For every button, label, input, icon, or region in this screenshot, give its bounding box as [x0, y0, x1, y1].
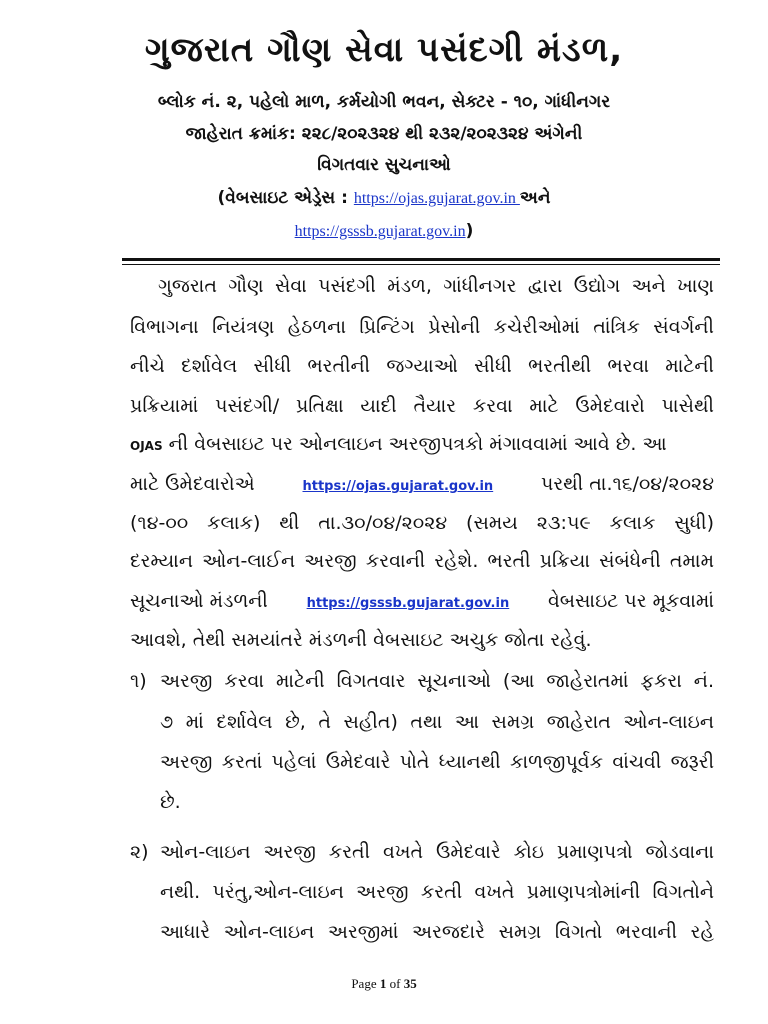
ojas-inline-link[interactable]: https://ojas.gujarat.gov.in	[302, 479, 494, 494]
website-prefix: (વેબસાઇટ એડ્રેસ :	[217, 188, 354, 208]
header-rule-thick	[122, 258, 720, 261]
header-rule-thin	[122, 264, 720, 265]
intro-line	[130, 589, 714, 616]
page-footer	[0, 976, 768, 992]
intro-line: આવશે, તેથી સમયાંતરે મંડળની વેબસાઇટ અચુક જોતા રહેવું.	[130, 629, 592, 651]
website-address-line-2	[0, 221, 768, 241]
item-line: અરજી કરતાં પહેલાં ઉમેદવારે પોતે ધ્યાનથી કાળજીપૂર્વક વાંચવી જરૂરી	[160, 751, 714, 773]
gsssb-website-link[interactable]: https://gsssb.gujarat.gov.in	[294, 223, 466, 240]
intro-line: વિભાગના નિયંત્રણ હેઠળના પ્રિન્ટિંગ પ્રેસોની કચેરીઓમાં તાંત્રિક સંવર્ગની	[130, 316, 714, 338]
page-current: 1	[379, 976, 387, 991]
page-of: of	[386, 976, 404, 991]
intro-line	[130, 432, 714, 458]
intro-line: પ્રક્રિયામાં પસંદગી/ પ્રતિક્ષા યાદી તૈયાર કરવા માટે ઉમેદવારો પાસેથી	[130, 395, 714, 417]
item-number: ૨)	[130, 841, 149, 863]
intro-line-text: ની વેબસાઇટ પર ઓનલાઇન અરજીપત્રકો મંગાવવામાં આવે છે. આ	[162, 433, 667, 455]
advertisement-number: જાહેરાત ક્રમાંક: ૨૨૮/૨૦૨૩૨૪ થી ૨૩૨/૨૦૨૩૨૪ અંગેની	[185, 124, 583, 144]
intro-line-text: માટે ઉમેદવારોએ	[130, 473, 255, 495]
item-line: નથી. પરંતુ,ઓન-લાઇન અરજી કરતી વખતે પ્રમાણપત્રોમાંની વિગતોને	[160, 881, 714, 903]
gsssb-inline-link[interactable]: https://gsssb.gujarat.gov.in	[306, 596, 510, 611]
website-suffix: )	[465, 221, 474, 241]
page-total: 35	[403, 976, 417, 991]
item-line: અરજી કરવા માટેની વિગતવાર સૂચનાઓ (આ જાહેરાતમાં ફકરા નં.	[160, 670, 714, 692]
intro-line-text: સૂચનાઓ મંડળની	[130, 590, 268, 612]
intro-line-text: વેબસાઇટ પર મૂકવામાં	[547, 590, 714, 612]
intro-line: દરમ્યાન ઓન-લાઈન અરજી કરવાની રહેશે. ભરતી પ્રક્રિયા સંબંધેની તમામ	[130, 550, 714, 572]
intro-line: ગુજરાત ગૌણ સેવા પસંદગી મંડળ, ગાંધીનગર દ્વારા ઉદ્યોગ અને ખાણ	[158, 275, 714, 297]
item-line: ૭ માં દર્શાવેલ છે, તે સહીત) તથા આ સમગ્ર જાહેરાત ઓન-લાઇન	[160, 711, 714, 733]
intro-line: નીચે દર્શાવેલ સીધી ભરતીની જગ્યાઓ સીધી ભરતીથી ભરવા માટેની	[130, 355, 714, 377]
website-and: અને	[519, 188, 551, 208]
item-line: ઓન-લાઇન અરજી કરતી વખતે ઉમેદવારે કોઇ પ્રમાણપત્રો જોડવાના	[160, 841, 714, 863]
ojas-website-link[interactable]: https://ojas.gujarat.gov.in	[353, 190, 520, 207]
ojas-tag: OJAS	[130, 439, 163, 453]
item-line: આધારે ઓન-લાઇન અરજીમાં અરજદારે સમગ્ર વિગતો ભરવાની રહે	[160, 921, 714, 943]
page-word: Page	[351, 976, 380, 991]
intro-line: (૧૪-૦૦ કલાક) થી તા.૩૦/૦૪/૨૦૨૪ (સમય ૨૩:૫૯ કલાક સુધી)	[130, 512, 714, 534]
intro-line-text: પરથી તા.૧૬/૦૪/૨૦૨૪	[541, 473, 714, 495]
website-address-line	[0, 188, 768, 208]
board-address: બ્લોક નં. ૨, પહેલો માળ, કર્મયોગી ભવન, સેક્ટર - ૧૦, ગાંધીનગર	[157, 92, 611, 112]
item-line: છે.	[160, 791, 181, 813]
intro-line	[130, 472, 714, 499]
board-title: ગુજરાત ગૌણ સેવા પસંદગી મંડળ,	[144, 30, 624, 70]
item-number: ૧)	[130, 670, 147, 692]
instructions-subtitle: વિગતવાર સુચનાઓ	[317, 155, 451, 175]
